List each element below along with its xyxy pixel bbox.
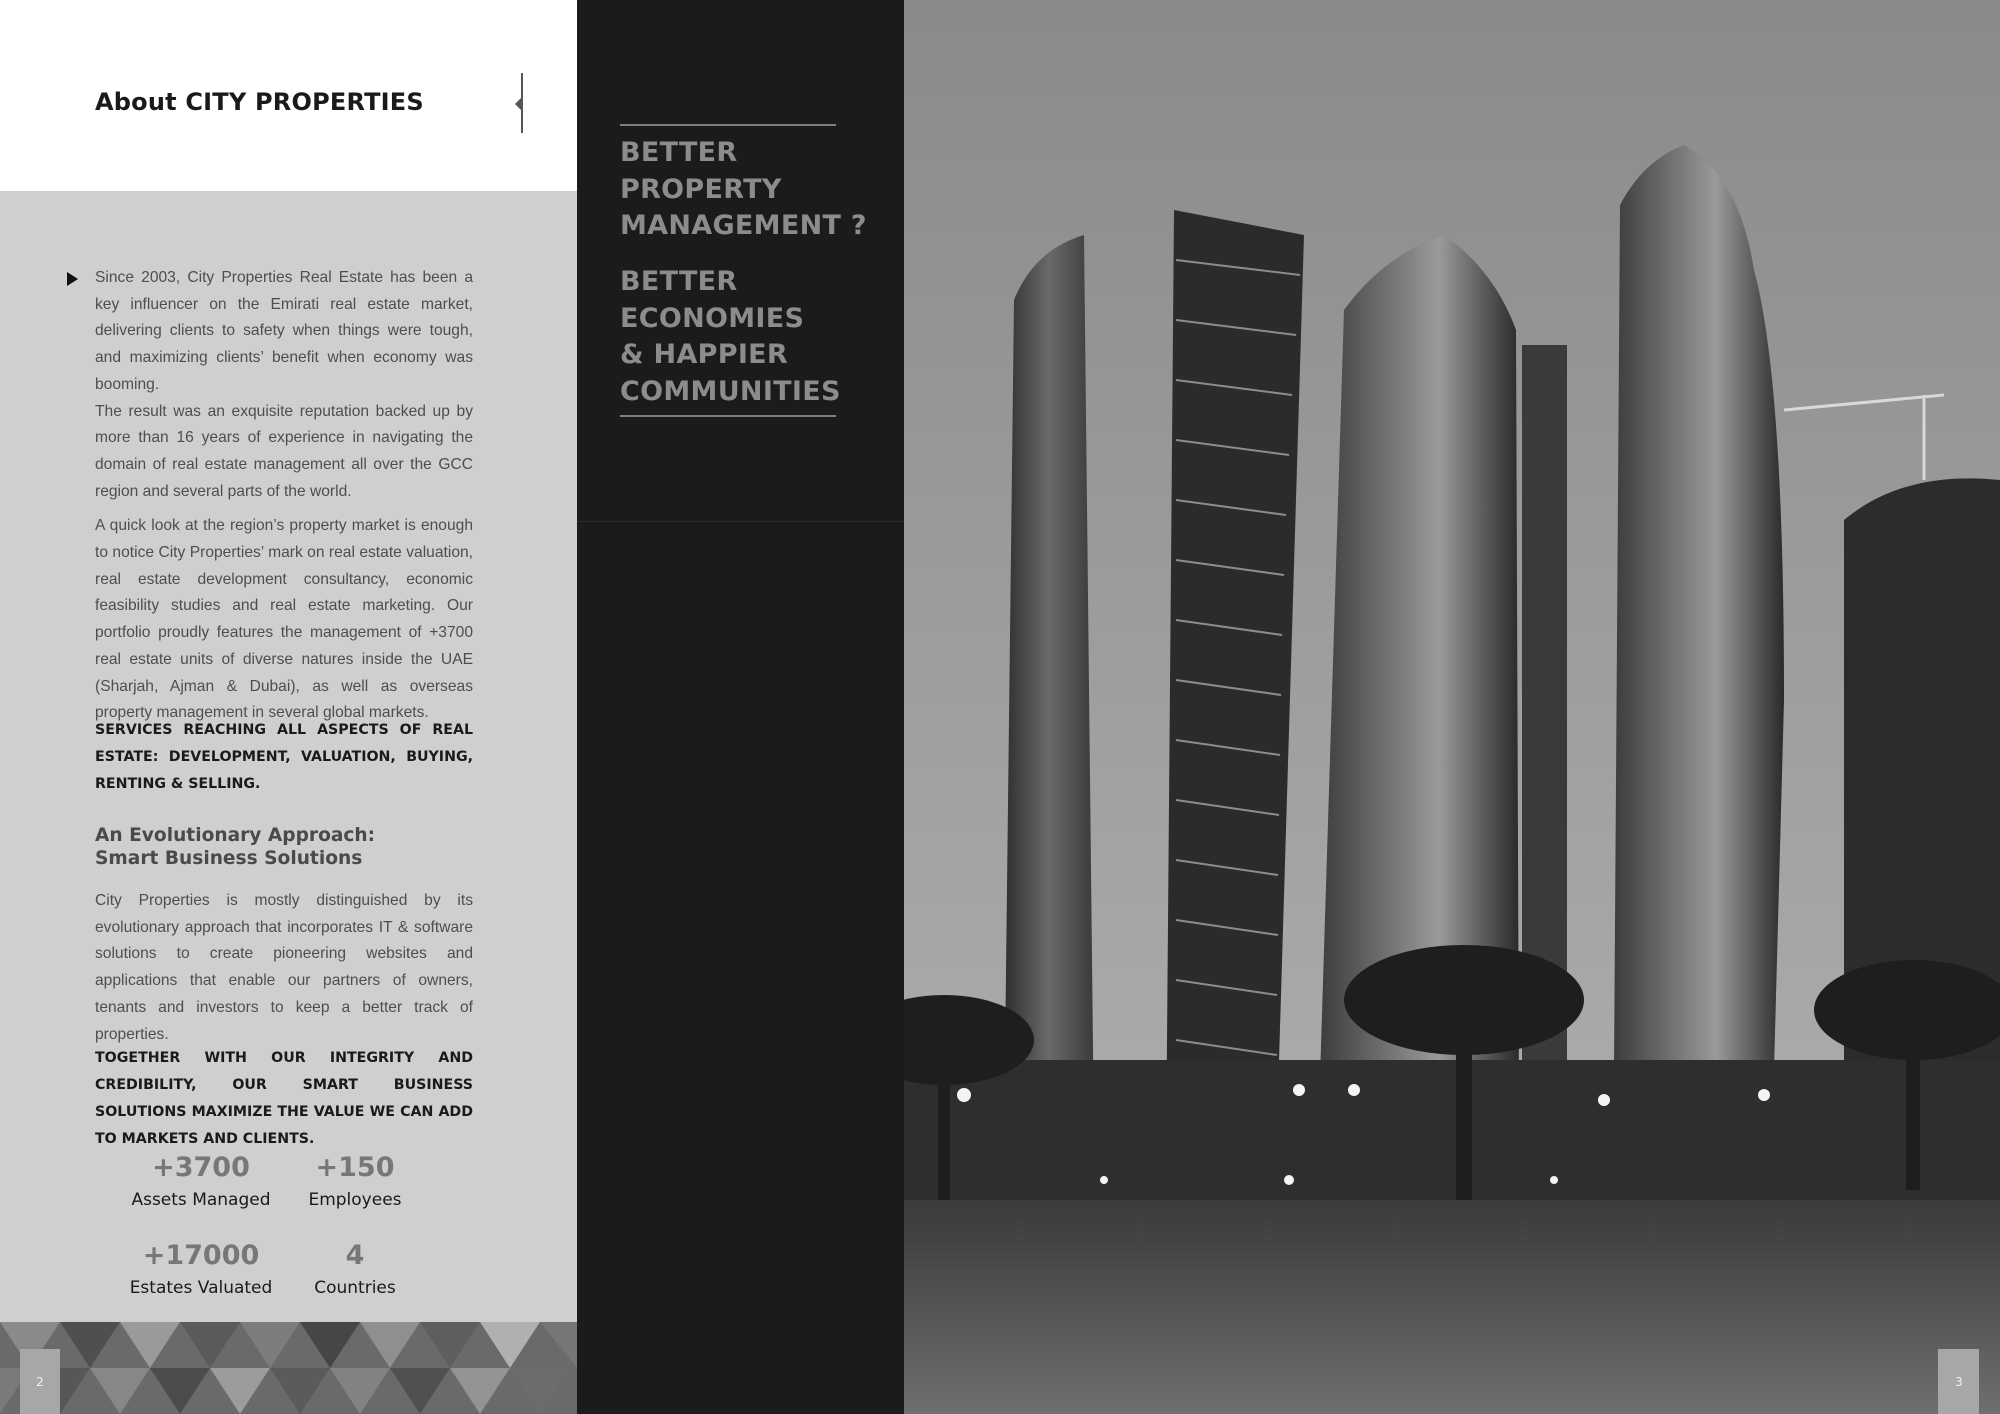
page-title: About CITY PROPERTIES [95,88,424,116]
intro-text [95,265,473,727]
intro-paragraph-3: A quick look at the region’s property market is enough to notice City Properties’ mark on real estate valuation, real estate development consultancy, economic feasibility studies and real estate marketing. Our portfolio proudly features the management of +3700 real estate units of diverse natures inside the UAE (Sharjah, Ajman & Dubai), as well as overseas property management in several global markets. [95,517,473,722]
approach-heading [95,824,375,870]
panel-divider [577,521,904,522]
page-number-left: 2 [20,1349,60,1414]
stat-label: Employees [308,1190,402,1210]
tagline-top-rule [620,124,836,126]
geometric-pattern [0,1322,577,1414]
title-divider [521,73,523,133]
stat-label: Countries [314,1278,396,1298]
stat-value: +17000 [142,1240,260,1271]
stat-value: +150 [315,1152,395,1183]
services-statement: SERVICES REACHING ALL ASPECTS OF REAL ESTATE: DEVELOPMENT, VALUATION, BUYING, RENTING & SELLING. [95,722,473,792]
intro-paragraph-1: Since 2003, City Properties Real Estate has been a key influencer on the Emirati real estate market, delivering clients to safety when things were tough, and maximizing clients’ benefit when economy was booming. [95,269,473,393]
stat-estates-valuated [116,1240,286,1298]
approach-body: City Properties is mostly distinguished by its evolutionary approach that incorporates IT & software solutions to create pioneering websites and applications that enable our partners of owners, tenants and investors to keep a better track of properties. [95,892,473,1043]
approach-heading-line1: An Evolutionary Approach: [95,825,376,846]
stat-label: Estates Valuated [129,1278,273,1298]
stat-value: 4 [345,1240,365,1271]
left-page [0,0,577,1414]
intro-paragraph-2: The result was an exquisite reputation backed up by more than 16 years of experience in navigating the domain of real estate management all over the GCC region and several parts of the world. [95,402,473,500]
tagline-question: BETTER PROPERTY MANAGEMENT ? [620,137,867,241]
tagline-bottom-rule [620,415,836,417]
approach-heading-line2: Smart Business Solutions [95,848,363,869]
page-number-right: 3 [1939,1349,1979,1414]
stat-value: +3700 [152,1152,250,1183]
stat-label: Assets Managed [131,1190,271,1210]
stat-assets-managed [116,1152,286,1210]
skyline-photo [904,0,2000,1414]
triangle-right-icon [67,272,78,286]
integrity-statement: TOGETHER WITH OUR INTEGRITY AND CREDIBILITY, OUR SMART BUSINESS SOLUTIONS MAXIMIZE THE VALUE WE CAN ADD TO MARKETS AND CLIENTS. [95,1050,473,1147]
tagline-answer: BETTER ECONOMIES & HAPPIER COMMUNITIES [620,266,841,407]
title-notch-icon [515,98,521,110]
stat-employees [270,1152,440,1210]
stat-countries [270,1240,440,1298]
